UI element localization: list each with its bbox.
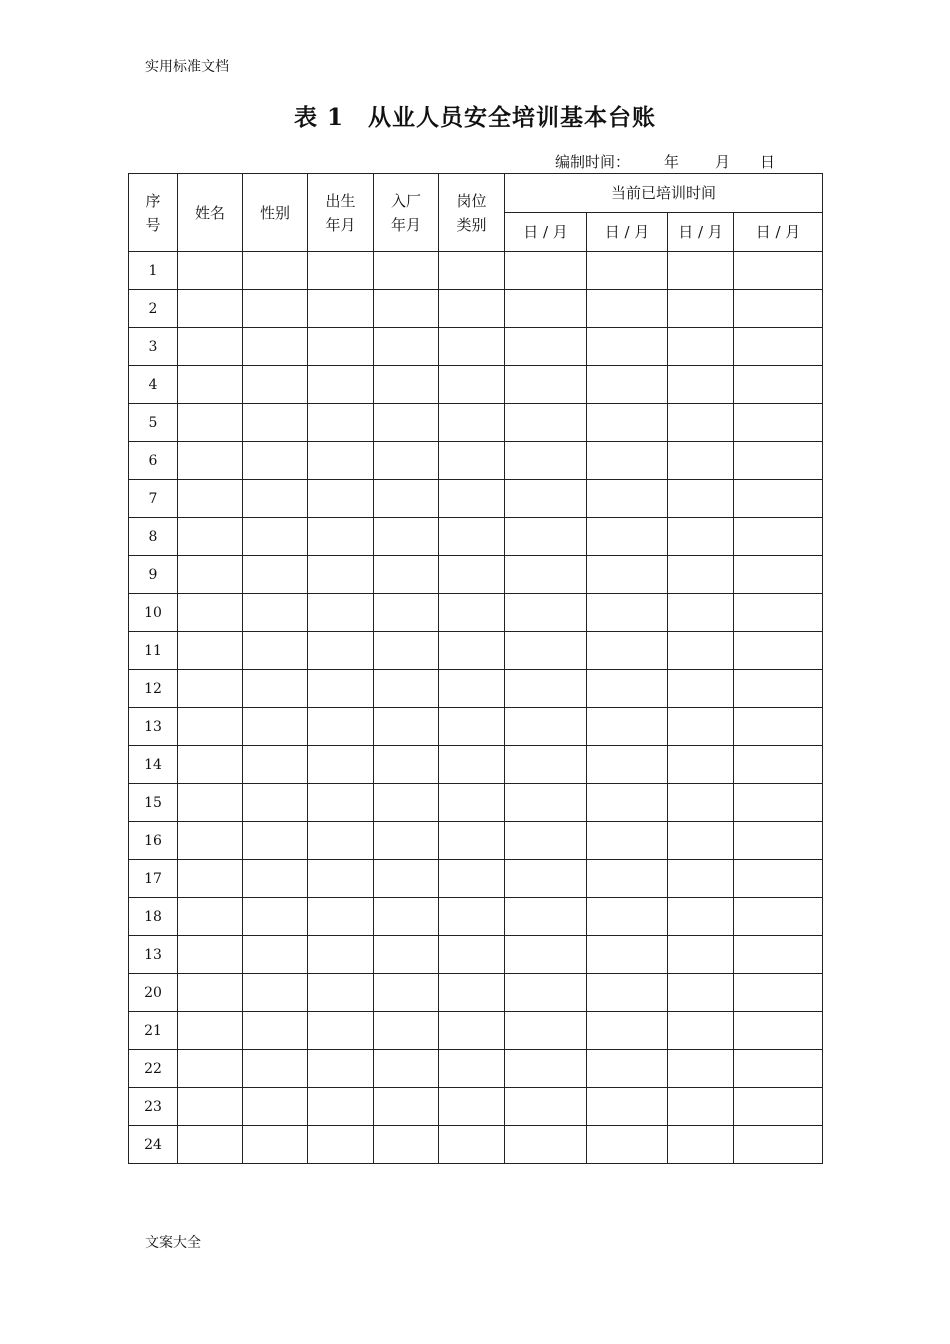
- name-cell[interactable]: [178, 708, 243, 746]
- table-row: [129, 708, 823, 746]
- row-seq-cell: 20: [129, 974, 178, 1012]
- training-cell[interactable]: [668, 784, 734, 822]
- gender-cell[interactable]: [243, 594, 308, 632]
- row-seq-cell: 1: [129, 252, 178, 290]
- name-cell[interactable]: [178, 1050, 243, 1088]
- row-seq-cell: 9: [129, 556, 178, 594]
- table-row: [129, 328, 823, 366]
- training-cell[interactable]: [734, 442, 823, 480]
- birth-date-cell[interactable]: [308, 252, 374, 290]
- training-cell[interactable]: [505, 974, 587, 1012]
- table-row: [129, 670, 823, 708]
- training-cell[interactable]: [587, 252, 668, 290]
- table-row: [129, 442, 823, 480]
- gender-cell[interactable]: [243, 480, 308, 518]
- training-ledger-table: [128, 173, 823, 1164]
- birth-date-cell[interactable]: [308, 670, 374, 708]
- table-row: [129, 1012, 823, 1050]
- gender-cell[interactable]: [243, 860, 308, 898]
- gender-cell[interactable]: [243, 366, 308, 404]
- post-category-cell[interactable]: [439, 518, 505, 556]
- name-cell[interactable]: [178, 518, 243, 556]
- training-cell[interactable]: [734, 784, 823, 822]
- post-category-cell[interactable]: [439, 556, 505, 594]
- training-cell[interactable]: [505, 404, 587, 442]
- table-row: [129, 632, 823, 670]
- gender-cell[interactable]: [243, 1126, 308, 1164]
- training-cell[interactable]: [587, 1050, 668, 1088]
- row-seq-cell: 3: [129, 328, 178, 366]
- row-seq-cell: 13: [129, 708, 178, 746]
- post-category-cell[interactable]: [439, 594, 505, 632]
- training-cell[interactable]: [587, 518, 668, 556]
- training-cell[interactable]: [668, 366, 734, 404]
- name-cell[interactable]: [178, 252, 243, 290]
- join-date-cell[interactable]: [374, 252, 439, 290]
- training-cell[interactable]: [505, 670, 587, 708]
- name-cell[interactable]: [178, 594, 243, 632]
- row-seq-cell: 12: [129, 670, 178, 708]
- join-date-cell[interactable]: [374, 328, 439, 366]
- training-cell[interactable]: [587, 936, 668, 974]
- join-date-cell[interactable]: [374, 556, 439, 594]
- training-cell[interactable]: [505, 936, 587, 974]
- birth-date-cell[interactable]: [308, 518, 374, 556]
- gender-cell[interactable]: [243, 632, 308, 670]
- name-cell[interactable]: [178, 746, 243, 784]
- training-cell[interactable]: [734, 404, 823, 442]
- training-cell[interactable]: [505, 290, 587, 328]
- training-cell[interactable]: [587, 404, 668, 442]
- compile-date-label: 编制时间：: [555, 153, 631, 171]
- table-row: [129, 1050, 823, 1088]
- training-cell[interactable]: [587, 860, 668, 898]
- post-category-cell[interactable]: [439, 746, 505, 784]
- gender-cell[interactable]: [243, 708, 308, 746]
- training-cell[interactable]: [734, 1088, 823, 1126]
- post-category-cell[interactable]: [439, 480, 505, 518]
- training-cell[interactable]: [587, 1126, 668, 1164]
- compile-month-label: 月: [715, 153, 731, 171]
- training-cell[interactable]: [587, 594, 668, 632]
- document-header-note: 实用标准文档: [145, 59, 229, 75]
- training-cell[interactable]: [734, 290, 823, 328]
- training-cell[interactable]: [734, 898, 823, 936]
- compile-year-label: 年: [664, 153, 680, 171]
- gender-cell[interactable]: [243, 936, 308, 974]
- birth-date-cell[interactable]: [308, 822, 374, 860]
- row-seq-cell: 17: [129, 860, 178, 898]
- post-category-cell[interactable]: [439, 442, 505, 480]
- training-cell[interactable]: [505, 632, 587, 670]
- training-cell[interactable]: [734, 480, 823, 518]
- table-row: [129, 366, 823, 404]
- training-cell[interactable]: [587, 480, 668, 518]
- birth-date-cell[interactable]: [308, 974, 374, 1012]
- name-cell[interactable]: [178, 822, 243, 860]
- name-cell[interactable]: [178, 898, 243, 936]
- training-cell[interactable]: [587, 784, 668, 822]
- post-category-cell[interactable]: [439, 822, 505, 860]
- training-cell[interactable]: [505, 442, 587, 480]
- row-seq-cell: 6: [129, 442, 178, 480]
- training-cell[interactable]: [668, 746, 734, 784]
- page-title: 表 1 从业人员安全培训基本台账: [293, 104, 656, 131]
- gender-cell[interactable]: [243, 746, 308, 784]
- training-cell[interactable]: [668, 404, 734, 442]
- table-row: [129, 556, 823, 594]
- training-cell[interactable]: [587, 898, 668, 936]
- name-cell[interactable]: [178, 556, 243, 594]
- post-category-cell[interactable]: [439, 784, 505, 822]
- name-cell[interactable]: [178, 632, 243, 670]
- gender-cell[interactable]: [243, 290, 308, 328]
- training-cell[interactable]: [587, 290, 668, 328]
- training-cell[interactable]: [505, 1088, 587, 1126]
- post-category-cell[interactable]: [439, 898, 505, 936]
- join-date-cell[interactable]: [374, 594, 439, 632]
- training-cell[interactable]: [505, 366, 587, 404]
- birth-date-cell[interactable]: [308, 936, 374, 974]
- training-cell[interactable]: [505, 1012, 587, 1050]
- training-cell[interactable]: [668, 556, 734, 594]
- training-cell[interactable]: [734, 860, 823, 898]
- table-body: [129, 252, 823, 1164]
- post-category-cell[interactable]: [439, 1126, 505, 1164]
- training-cell[interactable]: [734, 708, 823, 746]
- training-cell[interactable]: [734, 746, 823, 784]
- row-seq-cell: 16: [129, 822, 178, 860]
- join-date-cell[interactable]: [374, 670, 439, 708]
- training-cell[interactable]: [505, 518, 587, 556]
- table-header-row: [129, 174, 823, 213]
- join-date-cell[interactable]: [374, 860, 439, 898]
- birth-date-cell[interactable]: [308, 1050, 374, 1088]
- birth-date-cell[interactable]: [308, 556, 374, 594]
- row-seq-cell: 10: [129, 594, 178, 632]
- gender-cell[interactable]: [243, 252, 308, 290]
- name-cell[interactable]: [178, 860, 243, 898]
- post-category-cell[interactable]: [439, 366, 505, 404]
- post-category-cell[interactable]: [439, 670, 505, 708]
- training-cell[interactable]: [668, 1050, 734, 1088]
- post-category-cell[interactable]: [439, 252, 505, 290]
- post-category-cell[interactable]: [439, 404, 505, 442]
- training-cell[interactable]: [587, 328, 668, 366]
- training-cell[interactable]: [668, 822, 734, 860]
- join-date-cell[interactable]: [374, 480, 439, 518]
- row-seq-cell: 5: [129, 404, 178, 442]
- training-cell[interactable]: [505, 594, 587, 632]
- join-date-cell[interactable]: [374, 1050, 439, 1088]
- table-row: [129, 404, 823, 442]
- training-cell[interactable]: [668, 860, 734, 898]
- training-cell[interactable]: [734, 328, 823, 366]
- training-cell[interactable]: [668, 442, 734, 480]
- birth-date-cell[interactable]: [308, 404, 374, 442]
- post-category-cell[interactable]: [439, 290, 505, 328]
- training-cell[interactable]: [734, 936, 823, 974]
- training-cell[interactable]: [734, 518, 823, 556]
- training-cell[interactable]: [668, 670, 734, 708]
- table-row: [129, 1126, 823, 1164]
- training-cell[interactable]: [668, 252, 734, 290]
- header-training-sub: 日 / 月: [734, 213, 823, 252]
- training-cell[interactable]: [505, 1126, 587, 1164]
- training-cell[interactable]: [587, 366, 668, 404]
- table-row: [129, 860, 823, 898]
- header-post-category: 岗位 类别: [439, 174, 505, 252]
- post-category-cell[interactable]: [439, 936, 505, 974]
- post-category-cell[interactable]: [439, 708, 505, 746]
- training-cell[interactable]: [505, 1050, 587, 1088]
- row-seq-cell: 11: [129, 632, 178, 670]
- name-cell[interactable]: [178, 442, 243, 480]
- birth-date-cell[interactable]: [308, 594, 374, 632]
- training-cell[interactable]: [668, 974, 734, 1012]
- post-category-cell[interactable]: [439, 1088, 505, 1126]
- training-cell[interactable]: [505, 252, 587, 290]
- birth-date-cell[interactable]: [308, 784, 374, 822]
- training-cell[interactable]: [587, 974, 668, 1012]
- post-category-cell[interactable]: [439, 974, 505, 1012]
- join-date-cell[interactable]: [374, 442, 439, 480]
- join-date-cell[interactable]: [374, 1126, 439, 1164]
- gender-cell[interactable]: [243, 404, 308, 442]
- name-cell[interactable]: [178, 366, 243, 404]
- join-date-cell[interactable]: [374, 974, 439, 1012]
- join-date-cell[interactable]: [374, 404, 439, 442]
- name-cell[interactable]: [178, 1126, 243, 1164]
- post-category-cell[interactable]: [439, 632, 505, 670]
- training-cell[interactable]: [734, 1126, 823, 1164]
- post-category-cell[interactable]: [439, 860, 505, 898]
- gender-cell[interactable]: [243, 898, 308, 936]
- training-cell[interactable]: [505, 860, 587, 898]
- training-cell[interactable]: [668, 328, 734, 366]
- row-seq-cell: 14: [129, 746, 178, 784]
- gender-cell[interactable]: [243, 974, 308, 1012]
- birth-date-cell[interactable]: [308, 366, 374, 404]
- training-cell[interactable]: [587, 1012, 668, 1050]
- gender-cell[interactable]: [243, 442, 308, 480]
- training-cell[interactable]: [734, 822, 823, 860]
- gender-cell[interactable]: [243, 518, 308, 556]
- training-cell[interactable]: [668, 936, 734, 974]
- training-cell[interactable]: [587, 746, 668, 784]
- header-birth-date: 出生 年月: [308, 174, 374, 252]
- training-cell[interactable]: [734, 366, 823, 404]
- birth-date-cell[interactable]: [308, 1126, 374, 1164]
- name-cell[interactable]: [178, 670, 243, 708]
- document-footer-note: 文案大全: [145, 1235, 201, 1251]
- row-seq-cell: 18: [129, 898, 178, 936]
- birth-date-cell[interactable]: [308, 1012, 374, 1050]
- join-date-cell[interactable]: [374, 632, 439, 670]
- table-row: [129, 936, 823, 974]
- join-date-cell[interactable]: [374, 366, 439, 404]
- training-cell[interactable]: [668, 290, 734, 328]
- row-seq-cell: 21: [129, 1012, 178, 1050]
- join-date-cell[interactable]: [374, 1088, 439, 1126]
- row-seq-cell: 13: [129, 936, 178, 974]
- training-cell[interactable]: [734, 670, 823, 708]
- training-cell[interactable]: [505, 784, 587, 822]
- gender-cell[interactable]: [243, 1050, 308, 1088]
- birth-date-cell[interactable]: [308, 860, 374, 898]
- training-cell[interactable]: [734, 594, 823, 632]
- birth-date-cell[interactable]: [308, 708, 374, 746]
- birth-date-cell[interactable]: [308, 1088, 374, 1126]
- training-cell[interactable]: [734, 1012, 823, 1050]
- training-cell[interactable]: [587, 670, 668, 708]
- header-seq: 序 号: [129, 174, 178, 252]
- row-seq-cell: 8: [129, 518, 178, 556]
- training-cell[interactable]: [668, 1012, 734, 1050]
- training-cell[interactable]: [505, 556, 587, 594]
- training-cell[interactable]: [587, 556, 668, 594]
- header-training-sub: 日 / 月: [587, 213, 668, 252]
- birth-date-cell[interactable]: [308, 442, 374, 480]
- birth-date-cell[interactable]: [308, 290, 374, 328]
- header-training-time: 当前已培训时间: [505, 174, 823, 213]
- training-cell[interactable]: [587, 708, 668, 746]
- training-cell[interactable]: [668, 1088, 734, 1126]
- birth-date-cell[interactable]: [308, 898, 374, 936]
- name-cell[interactable]: [178, 784, 243, 822]
- join-date-cell[interactable]: [374, 1012, 439, 1050]
- gender-cell[interactable]: [243, 822, 308, 860]
- table-row: [129, 252, 823, 290]
- join-date-cell[interactable]: [374, 936, 439, 974]
- birth-date-cell[interactable]: [308, 480, 374, 518]
- training-cell[interactable]: [668, 708, 734, 746]
- training-cell[interactable]: [505, 898, 587, 936]
- table-row: [129, 746, 823, 784]
- training-cell[interactable]: [668, 1126, 734, 1164]
- table-row: [129, 784, 823, 822]
- gender-cell[interactable]: [243, 556, 308, 594]
- row-seq-cell: 4: [129, 366, 178, 404]
- training-cell[interactable]: [734, 632, 823, 670]
- compile-day-label: 日: [760, 153, 776, 171]
- table-row: [129, 480, 823, 518]
- name-cell[interactable]: [178, 480, 243, 518]
- table-row: [129, 898, 823, 936]
- header-training-sub: 日 / 月: [668, 213, 734, 252]
- gender-cell[interactable]: [243, 670, 308, 708]
- header-join-date: 入厂 年月: [374, 174, 439, 252]
- join-date-cell[interactable]: [374, 898, 439, 936]
- join-date-cell[interactable]: [374, 708, 439, 746]
- table-row: [129, 974, 823, 1012]
- name-cell[interactable]: [178, 936, 243, 974]
- birth-date-cell[interactable]: [308, 328, 374, 366]
- table-row: [129, 594, 823, 632]
- training-cell[interactable]: [668, 898, 734, 936]
- birth-date-cell[interactable]: [308, 746, 374, 784]
- row-seq-cell: 2: [129, 290, 178, 328]
- header-gender: 性别: [243, 174, 308, 252]
- table-row: [129, 290, 823, 328]
- training-cell[interactable]: [505, 480, 587, 518]
- name-cell[interactable]: [178, 328, 243, 366]
- training-cell[interactable]: [505, 328, 587, 366]
- row-seq-cell: 22: [129, 1050, 178, 1088]
- compile-date-line: [555, 152, 775, 172]
- row-seq-cell: 15: [129, 784, 178, 822]
- training-cell[interactable]: [505, 822, 587, 860]
- join-date-cell[interactable]: [374, 518, 439, 556]
- training-cell[interactable]: [505, 708, 587, 746]
- training-cell[interactable]: [587, 1088, 668, 1126]
- training-cell[interactable]: [668, 632, 734, 670]
- table-row: [129, 1088, 823, 1126]
- name-cell[interactable]: [178, 404, 243, 442]
- training-cell[interactable]: [505, 746, 587, 784]
- birth-date-cell[interactable]: [308, 632, 374, 670]
- training-cell[interactable]: [734, 556, 823, 594]
- training-cell[interactable]: [734, 1050, 823, 1088]
- training-cell[interactable]: [668, 480, 734, 518]
- row-seq-cell: 7: [129, 480, 178, 518]
- join-date-cell[interactable]: [374, 822, 439, 860]
- training-cell[interactable]: [668, 518, 734, 556]
- name-cell[interactable]: [178, 974, 243, 1012]
- gender-cell[interactable]: [243, 784, 308, 822]
- post-category-cell[interactable]: [439, 1012, 505, 1050]
- training-cell[interactable]: [587, 632, 668, 670]
- gender-cell[interactable]: [243, 1088, 308, 1126]
- table-row: [129, 822, 823, 860]
- row-seq-cell: 24: [129, 1126, 178, 1164]
- row-seq-cell: 23: [129, 1088, 178, 1126]
- gender-cell[interactable]: [243, 328, 308, 366]
- post-category-cell[interactable]: [439, 1050, 505, 1088]
- training-cell[interactable]: [734, 252, 823, 290]
- header-name: 姓名: [178, 174, 243, 252]
- training-cell[interactable]: [587, 442, 668, 480]
- training-cell[interactable]: [587, 822, 668, 860]
- name-cell[interactable]: [178, 1088, 243, 1126]
- table-row: [129, 518, 823, 556]
- join-date-cell[interactable]: [374, 784, 439, 822]
- training-cell[interactable]: [668, 594, 734, 632]
- header-training-sub: 日 / 月: [505, 213, 587, 252]
- join-date-cell[interactable]: [374, 290, 439, 328]
- name-cell[interactable]: [178, 1012, 243, 1050]
- name-cell[interactable]: [178, 290, 243, 328]
- gender-cell[interactable]: [243, 1012, 308, 1050]
- post-category-cell[interactable]: [439, 328, 505, 366]
- join-date-cell[interactable]: [374, 746, 439, 784]
- training-cell[interactable]: [734, 974, 823, 1012]
